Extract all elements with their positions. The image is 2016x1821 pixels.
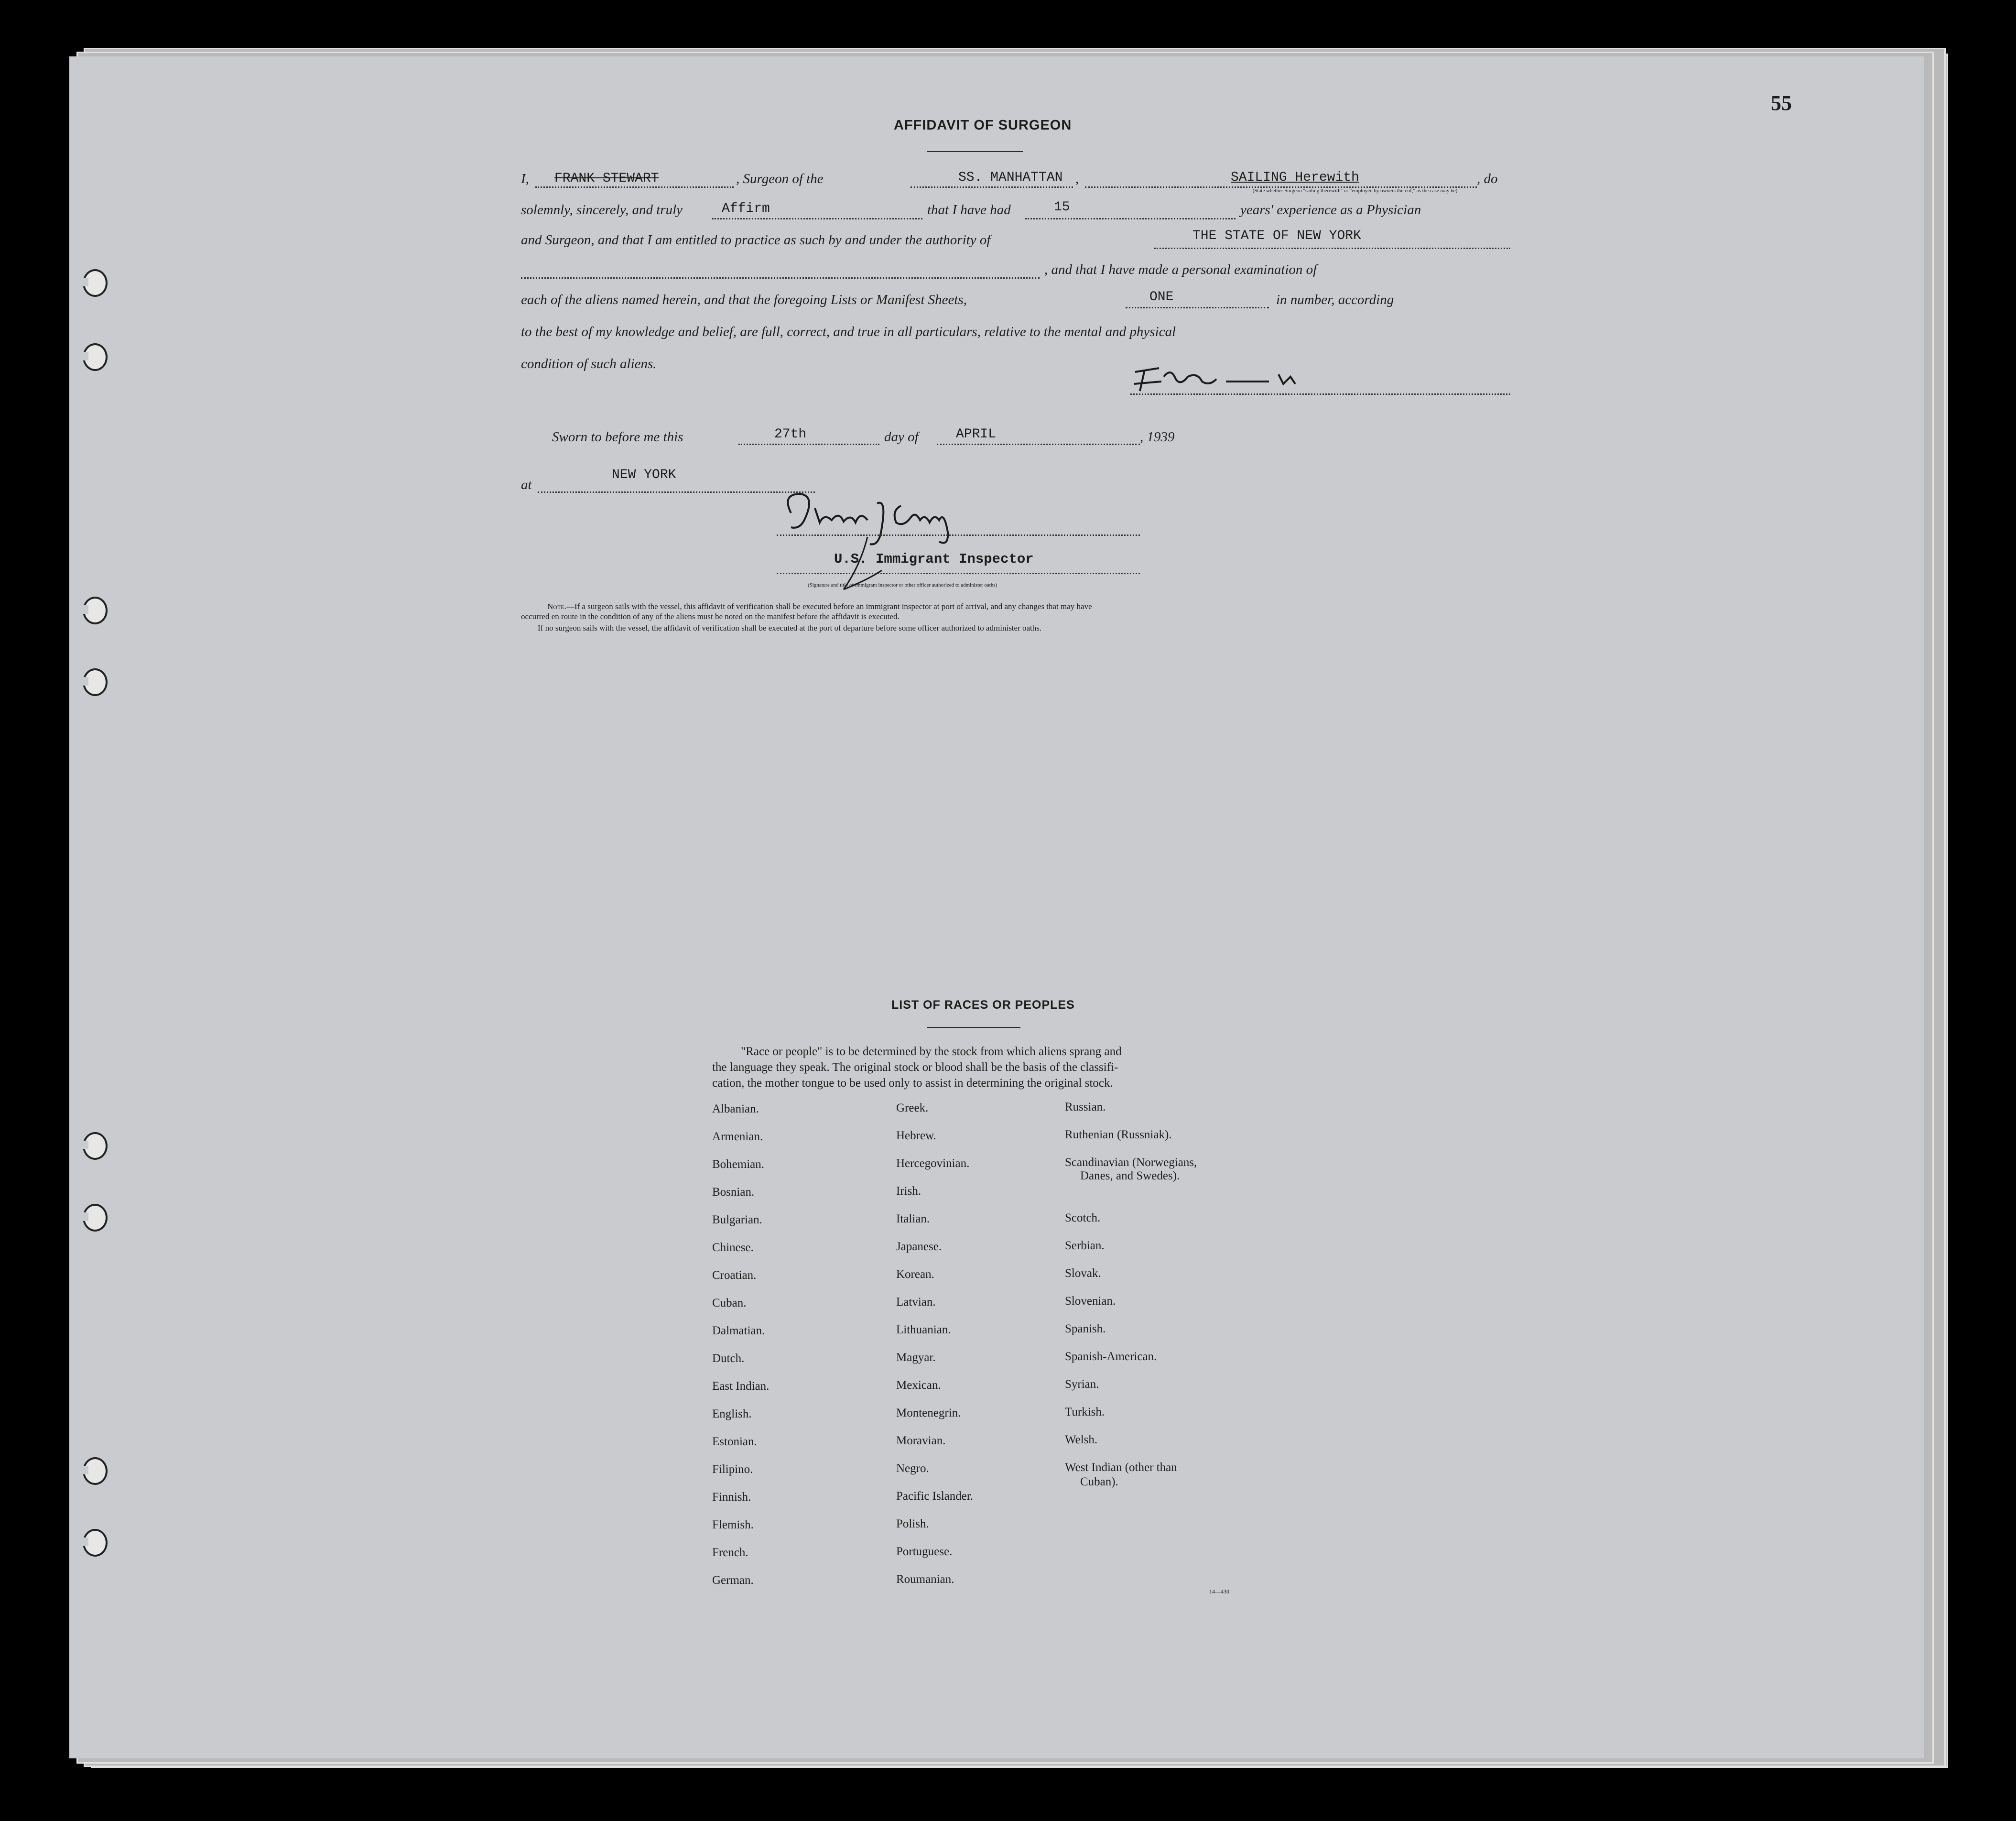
- signature-line: [1130, 393, 1510, 395]
- races-title-underline: [927, 1027, 1020, 1028]
- race-item: Finnish.: [712, 1491, 751, 1504]
- race-item: Dalmatian.: [712, 1324, 765, 1337]
- sworn-prefix: Sworn to before me this: [552, 429, 683, 445]
- race-item: Pacific Islander.: [896, 1490, 974, 1503]
- race-item: Negro.: [896, 1462, 929, 1475]
- races-title: LIST OF RACES OR PEOPLES: [891, 998, 1075, 1012]
- race-item: East Indian.: [712, 1380, 770, 1393]
- races-intro-3: cation, the mother tongue to be used only to assist in determining the original stock.: [712, 1077, 1113, 1090]
- dotted-line: [1025, 218, 1236, 219]
- binder-hole: [83, 597, 108, 624]
- dotted-line: [937, 444, 1140, 445]
- race-item: German.: [712, 1574, 754, 1587]
- affidavit-line-5-suffix: in number, according: [1276, 292, 1394, 307]
- inspector-signature: [772, 484, 1020, 609]
- race-item: Portuguese.: [896, 1545, 953, 1558]
- affidavit-line-1-mid: , Surgeon of the: [736, 171, 824, 186]
- manifest-sheets-field: ONE: [1149, 290, 1174, 305]
- sworn-mid: day of: [884, 429, 919, 445]
- race-item: Scandinavian (Norwegians,: [1065, 1156, 1197, 1169]
- affidavit-line-1-sep: ,: [1075, 171, 1079, 186]
- affidavit-line-1-prefix: I,: [521, 171, 529, 186]
- manifest-page: [69, 56, 1924, 1758]
- sworn-year: , 1939: [1140, 429, 1175, 445]
- race-item: Russian.: [1065, 1101, 1106, 1113]
- binder-hole: [83, 668, 108, 696]
- affidavit-line-5-prefix: each of the aliens named herein, and that the foregoing Lists or Manifest Sheets,: [521, 292, 967, 307]
- affidavit-note-3: If no surgeon sails with the vessel, the affidavit of verification shall be executed at the port of departure before some officer authorized to administer oaths.: [538, 623, 1042, 632]
- race-item: Slovak.: [1065, 1267, 1101, 1280]
- note-label: Note.: [547, 602, 566, 611]
- affidavit-line-3: and Surgeon, and that I am entitled to practice as such by and under the authority of: [521, 232, 991, 248]
- affidavit-line-2-suffix: years' experience as a Physician: [1240, 202, 1421, 218]
- dotted-line: [738, 444, 879, 445]
- signature-line: [777, 534, 1140, 536]
- race-item: English.: [712, 1407, 752, 1420]
- sworn-day-field: 27th: [774, 427, 807, 442]
- race-item: Hebrew.: [896, 1129, 936, 1142]
- race-item: Syrian.: [1065, 1378, 1099, 1391]
- races-intro-1: "Race or people" is to be determined by the stock from which aliens sprang and: [741, 1045, 1122, 1058]
- affidavit-note-1: [547, 601, 1092, 611]
- page-number: 55: [1771, 91, 1792, 115]
- inspector-caption: (Signature and title of immigrant inspector or other officer authorized to administer oaths): [808, 582, 997, 588]
- race-item: Italian.: [896, 1212, 930, 1225]
- affidavit-line-6: to the best of my knowledge and belief, are full, correct, and true in all particulars, relative to the mental and physical: [521, 324, 1176, 339]
- race-item: Filipino.: [712, 1463, 753, 1476]
- at-label: at: [521, 477, 532, 492]
- sworn-month-field: APRIL: [956, 427, 997, 442]
- race-item: Croatian.: [712, 1269, 757, 1282]
- title-underline: [927, 151, 1023, 152]
- race-item: Flemish.: [712, 1518, 754, 1531]
- race-item: Welsh.: [1065, 1433, 1098, 1446]
- race-item: Mexican.: [896, 1379, 941, 1392]
- race-item: Lithuanian.: [896, 1323, 951, 1336]
- dotted-line: [777, 573, 1140, 574]
- binder-hole: [83, 1204, 108, 1232]
- binder-hole: [83, 1529, 108, 1557]
- dotted-line: [1154, 248, 1510, 249]
- sailing-status-field: SAILING Herewith: [1231, 170, 1359, 185]
- race-item: Serbian.: [1065, 1239, 1105, 1252]
- affidavit-line-7: condition of such aliens.: [521, 356, 657, 371]
- affidavit-title: AFFIDAVIT OF SURGEON: [894, 118, 1072, 133]
- note-text: —If a surgeon sails with the vessel, this affidavit of verification shall be executed before an immigrant inspector at port of arrival, and any changes that may have: [566, 602, 1092, 611]
- race-item: Hercegovinian.: [896, 1157, 970, 1170]
- race-item: Spanish.: [1065, 1322, 1106, 1335]
- race-item: Turkish.: [1065, 1406, 1105, 1418]
- race-item: Korean.: [896, 1268, 934, 1281]
- race-item: Irish.: [896, 1185, 921, 1198]
- races-intro-2: the language they speak. The original stock or blood shall be the basis of the classifi-: [712, 1061, 1118, 1074]
- sworn-place-field: NEW YORK: [612, 468, 676, 482]
- race-item: West Indian (other than: [1065, 1461, 1177, 1474]
- affidavit-line-2-prefix: solemnly, sincerely, and truly: [521, 202, 683, 218]
- race-item: Chinese.: [712, 1241, 754, 1254]
- race-item: Danes, and Swedes).: [1080, 1169, 1180, 1182]
- race-item: Slovenian.: [1065, 1295, 1116, 1308]
- race-item: Bosnian.: [712, 1186, 755, 1199]
- binder-hole: [83, 343, 108, 371]
- binder-hole: [83, 1132, 108, 1160]
- race-item: Greek.: [896, 1101, 929, 1114]
- dotted-line: [910, 186, 1073, 188]
- authority-field: THE STATE OF NEW YORK: [1192, 229, 1361, 243]
- race-item: Montenegrin.: [896, 1407, 961, 1419]
- race-item: Estonian.: [712, 1435, 757, 1448]
- affidavit-line-2-mid: that I have had: [927, 202, 1011, 218]
- race-item: Japanese.: [896, 1240, 942, 1253]
- race-item: Albanian.: [712, 1102, 759, 1115]
- race-item: Armenian.: [712, 1130, 763, 1143]
- affirm-field: Affirm: [722, 201, 770, 216]
- affidavit-line-1-suffix: , do: [1477, 171, 1498, 186]
- race-item: Dutch.: [712, 1352, 745, 1365]
- dotted-line: [521, 277, 1040, 279]
- inspector-title: U.S. Immigrant Inspector: [834, 551, 1034, 567]
- race-item: French.: [712, 1546, 748, 1559]
- sailing-note: (State whether Surgeon "sailing therewith" or "employed by owners thereof," as the case may be): [1252, 188, 1458, 194]
- binder-hole: [83, 269, 108, 297]
- race-item: Bohemian.: [712, 1158, 765, 1171]
- race-item: Spanish-American.: [1065, 1350, 1157, 1363]
- years-experience-field: 15: [1054, 200, 1070, 215]
- dotted-line: [535, 186, 734, 188]
- affidavit-line-4: , and that I have made a personal examination of: [1044, 262, 1317, 277]
- vessel-name-field: SS. MANHATTAN: [958, 170, 1063, 185]
- race-item: Polish.: [896, 1517, 929, 1530]
- surgeon-name-field: FRANK STEWART: [554, 171, 659, 186]
- race-item: Roumanian.: [896, 1573, 954, 1586]
- race-item: Bulgarian.: [712, 1213, 762, 1226]
- dotted-line: [1126, 307, 1269, 308]
- race-item: Cuban).: [1080, 1475, 1118, 1488]
- race-item: Moravian.: [896, 1434, 946, 1447]
- form-number: 14—430: [1209, 1588, 1229, 1595]
- race-item: Magyar.: [896, 1351, 936, 1364]
- race-item: Latvian.: [896, 1296, 936, 1309]
- race-item: Scotch.: [1065, 1211, 1101, 1224]
- surgeon-signature: [1126, 358, 1336, 396]
- race-item: Cuban.: [712, 1297, 747, 1309]
- affidavit-note-2: occurred en route in the condition of any of the aliens must be noted on the manifest before the affidavit is executed.: [521, 612, 900, 621]
- binder-hole: [83, 1457, 108, 1485]
- dotted-line: [712, 218, 922, 219]
- race-item: Ruthenian (Russniak).: [1065, 1128, 1172, 1141]
